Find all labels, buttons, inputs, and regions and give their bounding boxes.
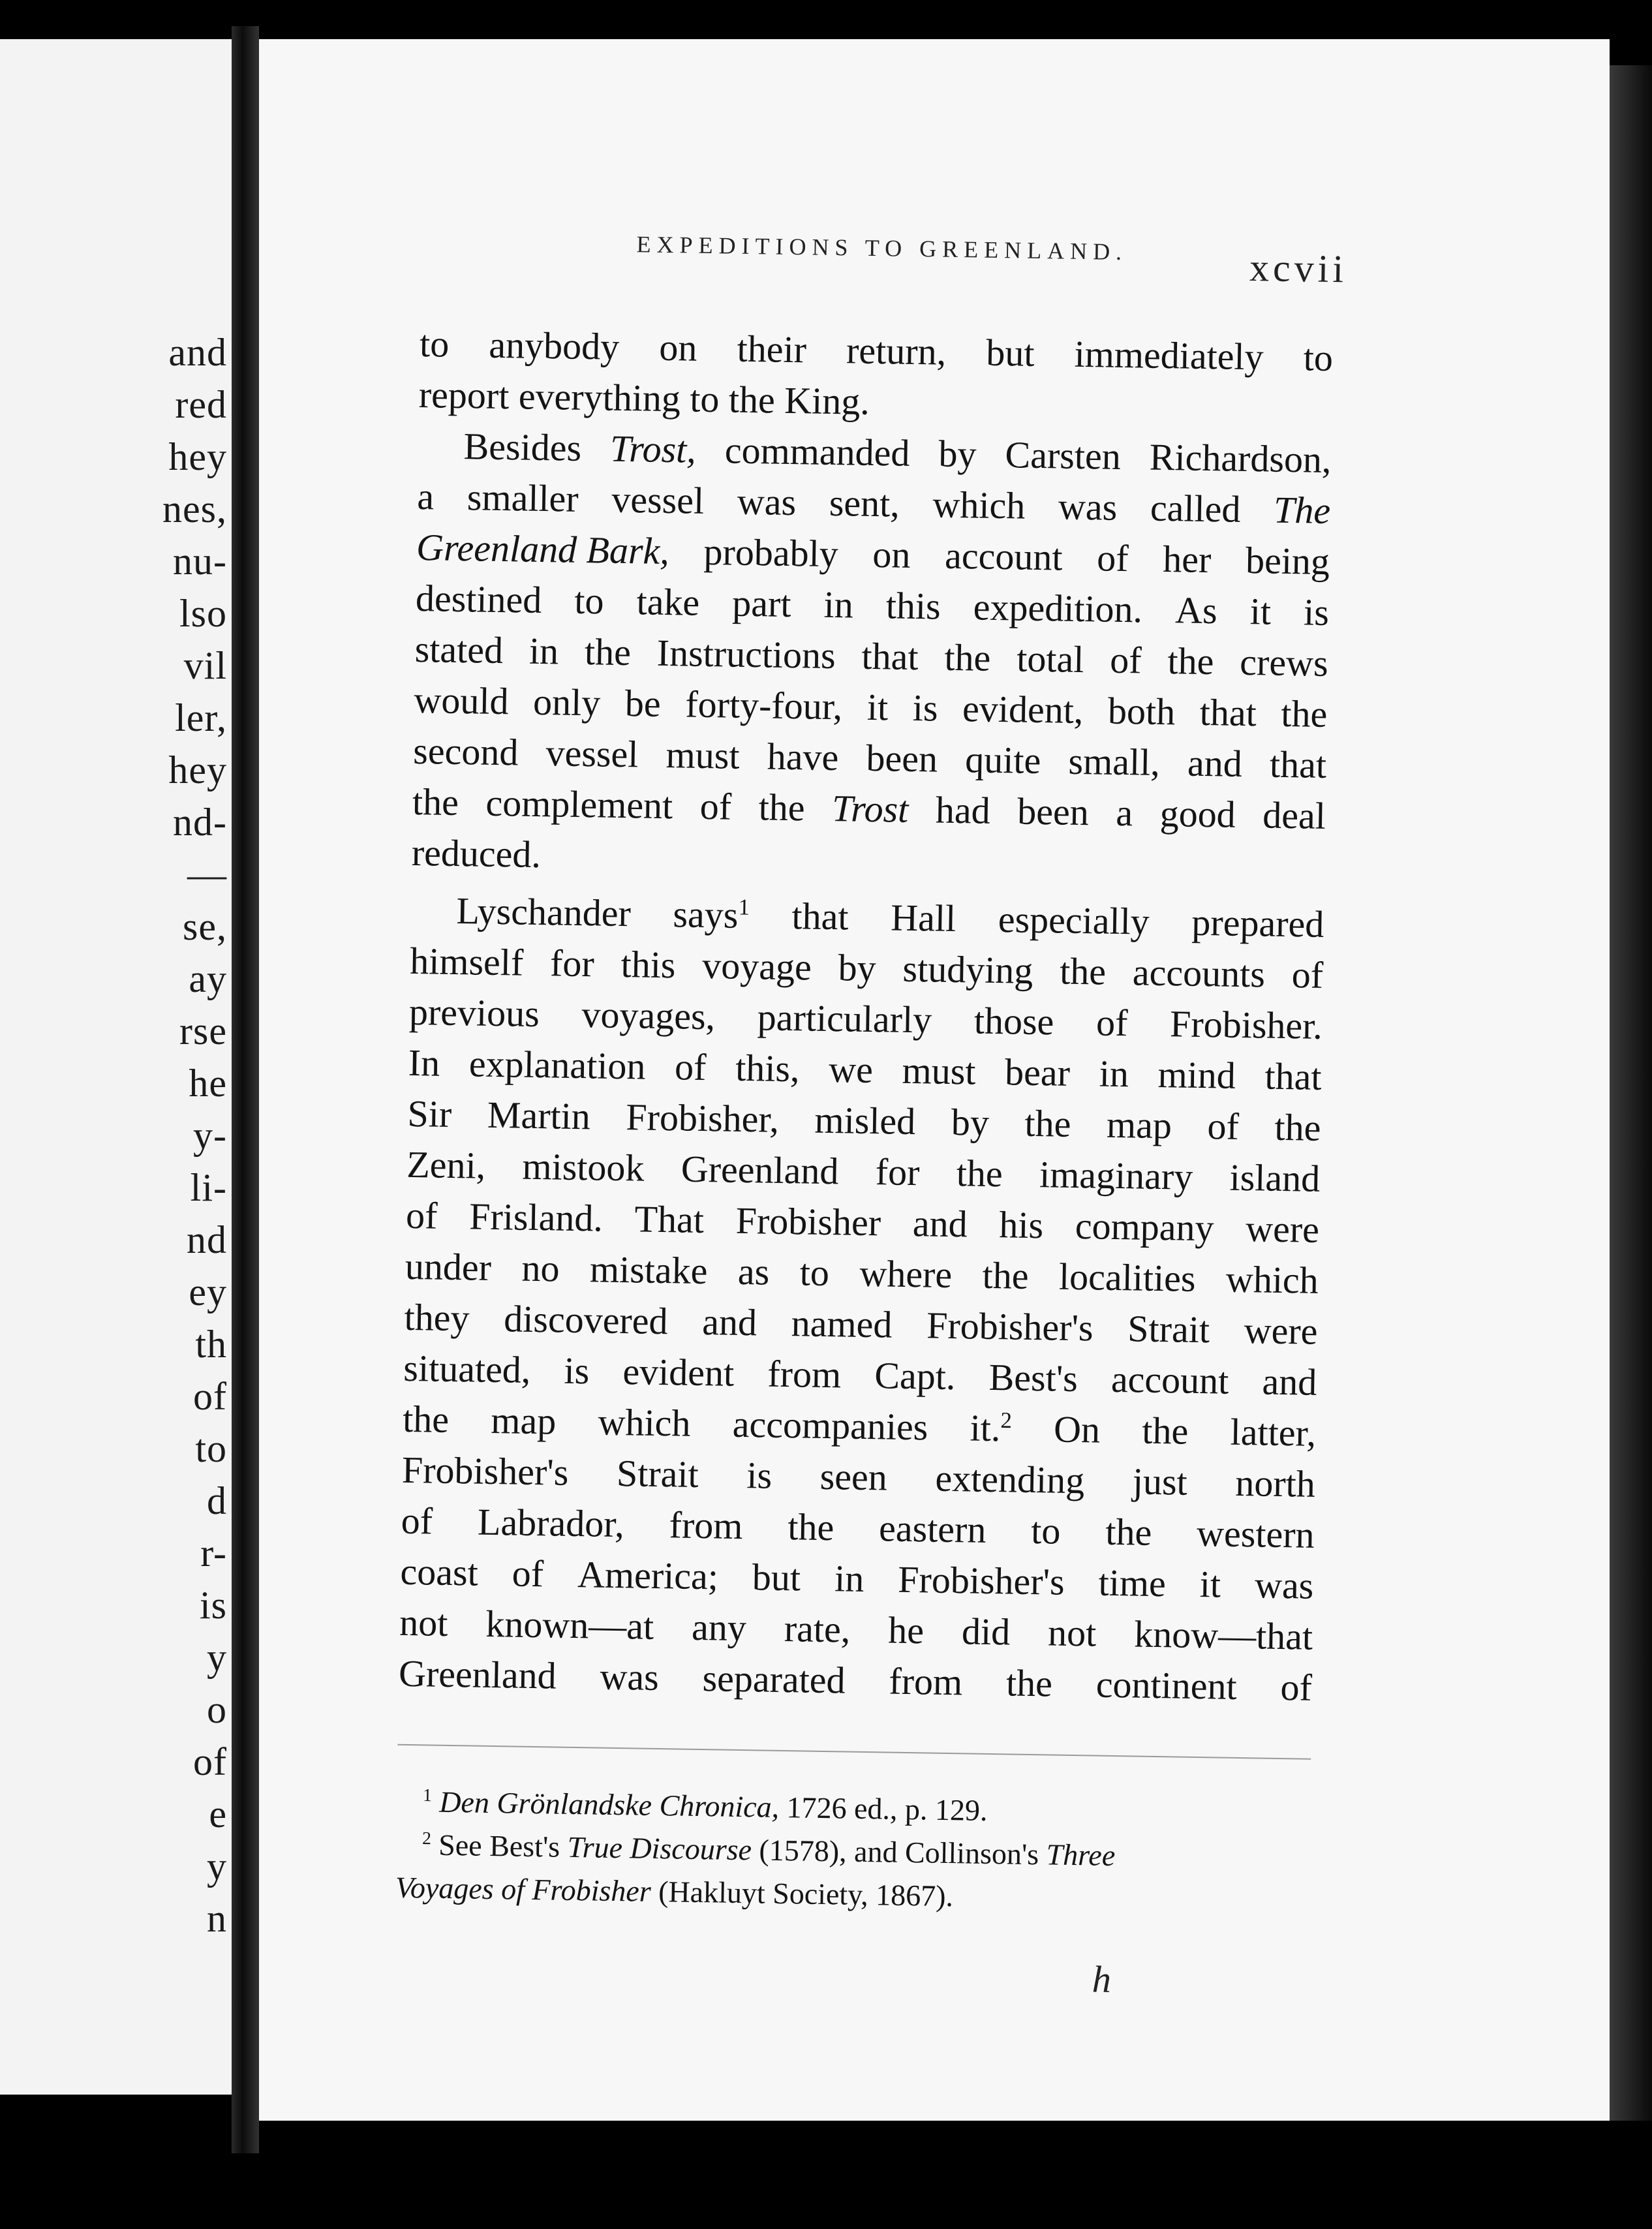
text-line-9: second vessel must have been quite small, and that [412,729,1327,786]
text-line-6: destined to take part in this expedition. As it is [415,576,1330,634]
facing-page-fragment: th [195,1323,227,1366]
facing-page-fragment: of [193,1740,227,1783]
footnote-1-title: Den Grönlandske Chronica, [438,1785,780,1824]
text-line-5: Greenland Bark, probably on account of her being [416,525,1330,583]
facing-page-fragment: e [209,1792,227,1836]
facing-page-fragment: of [193,1375,227,1418]
footnote-2-text-c: (Hakluyt Society, 1867). [658,1875,954,1913]
text-line-13: himself for this voyage by studying the accounts of [409,939,1324,996]
facing-page-fragment: y [207,1636,227,1679]
facing-page-fragment: hey [168,435,227,478]
footnote-2-text-a: See Best's [438,1828,560,1864]
text-line-19: under no mistake as to where the localities which [405,1244,1319,1302]
text-line-24: of Labrador, from the eastern to the western [401,1499,1315,1556]
signature-mark: h [1092,1958,1112,2001]
facing-page-fragment: vil [183,644,227,687]
text-line-25: coast of America; but in Frobisher's time it was [400,1550,1314,1607]
facing-page-fragment: he [189,1062,227,1105]
facing-page-text-fragments [5,326,227,2010]
text-line-1: to anybody on their return, but immediately to [419,322,1334,380]
text-line-26: not known—at any rate, he did not know—that [399,1601,1313,1658]
page-edge-shadow [1610,65,1652,2121]
facing-page-fragment: r- [200,1531,227,1575]
facing-page-fragment: y- [193,1114,227,1157]
facing-page-fragment: n [207,1897,227,1940]
footnote-2-text-b: (1578), and Collinson's [759,1833,1039,1871]
facing-page-fragment: to [195,1427,227,1470]
text-line-8: would only be forty-four, it is evident, both that the [414,678,1328,735]
facing-page-fragment: ay [189,957,227,1000]
facing-page-fragment: li- [190,1166,227,1209]
facing-page-fragment: ey [189,1270,227,1314]
facing-page-fragment: nd [187,1218,227,1261]
facing-page-fragment: red [175,383,227,426]
text-line-23: Frobisher's Strait is seen extending just north [401,1448,1316,1505]
page-number: xcvii [1249,246,1348,291]
footnote-2-title-1: True Discourse [567,1830,752,1867]
footnote-1-text: 1726 ed., p. 129. [786,1791,988,1827]
book-page [259,39,1610,2121]
footnote-rule [397,1744,1311,1760]
facing-page-fragment: is [199,1584,227,1627]
text-line-16: Sir Martin Frobisher, misled by the map of the [407,1092,1321,1149]
text-line-22: the map which accompanies it.$^2$ On the latter, [402,1397,1317,1454]
text-line-21: situated, is evident from Capt. Best's account and [403,1346,1317,1404]
facing-page-fragment: rse [179,1009,227,1053]
facing-page-fragment: and [168,331,227,374]
facing-page-fragment: y [207,1845,227,1888]
footnote-2-title-2a: Three [1046,1837,1116,1873]
text-line-7: stated in the Instructions that the total of the crews [414,627,1329,684]
facing-page-fragment: d [207,1479,227,1522]
facing-page-fragment: se, [183,905,227,948]
text-line-17: Zeni, mistook Greenland for the imaginary island [406,1143,1321,1200]
facing-page-fragment: nu- [173,540,227,583]
footnotes [395,1780,1310,1924]
body-text [399,318,1334,1714]
text-line-3: Besides Trost, commanded by Carsten Richardson, [463,425,1332,481]
footnote-2-title-2b: Voyages of Frobisher [395,1870,652,1908]
text-line-20: they discovered and named Frobisher's Strait were [404,1295,1318,1353]
facing-page-fragment: hey [168,748,227,792]
facing-page-fragment: nd- [173,801,227,844]
text-line-18: of Frisland. That Frobisher and his company were [405,1193,1320,1251]
book-gutter [232,26,259,2153]
text-line-11: reduced. [411,831,542,876]
facing-page-fragment: o [207,1688,227,1731]
text-line-27: Greenland was separated from the continent of [398,1652,1313,1709]
text-line-10: the complement of the Trost had been a good deal [412,780,1326,837]
facing-page-fragment: ler, [175,696,227,739]
facing-page-fragment: lso [179,592,227,635]
text-line-12: Lyschander says$^1$ that Hall especially prepared [455,889,1324,945]
facing-page [0,39,233,2095]
text-line-2: report everything to the King. [418,373,870,423]
facing-page-fragment: — [187,853,227,896]
text-line-15: In explanation of this, we must bear in mind that [408,1041,1323,1098]
footnote-1-marker: 1 [422,1785,433,1806]
text-line-14: previous voyages, particularly those of Frobisher. [408,990,1323,1047]
facing-page-fragment: nes, [162,487,227,530]
text-line-4: a smaller vessel was sent, which was called The [416,475,1331,532]
running-head: EXPEDITIONS TO GREENLAND. [636,231,1128,266]
footnote-2-marker: 2 [421,1828,432,1849]
